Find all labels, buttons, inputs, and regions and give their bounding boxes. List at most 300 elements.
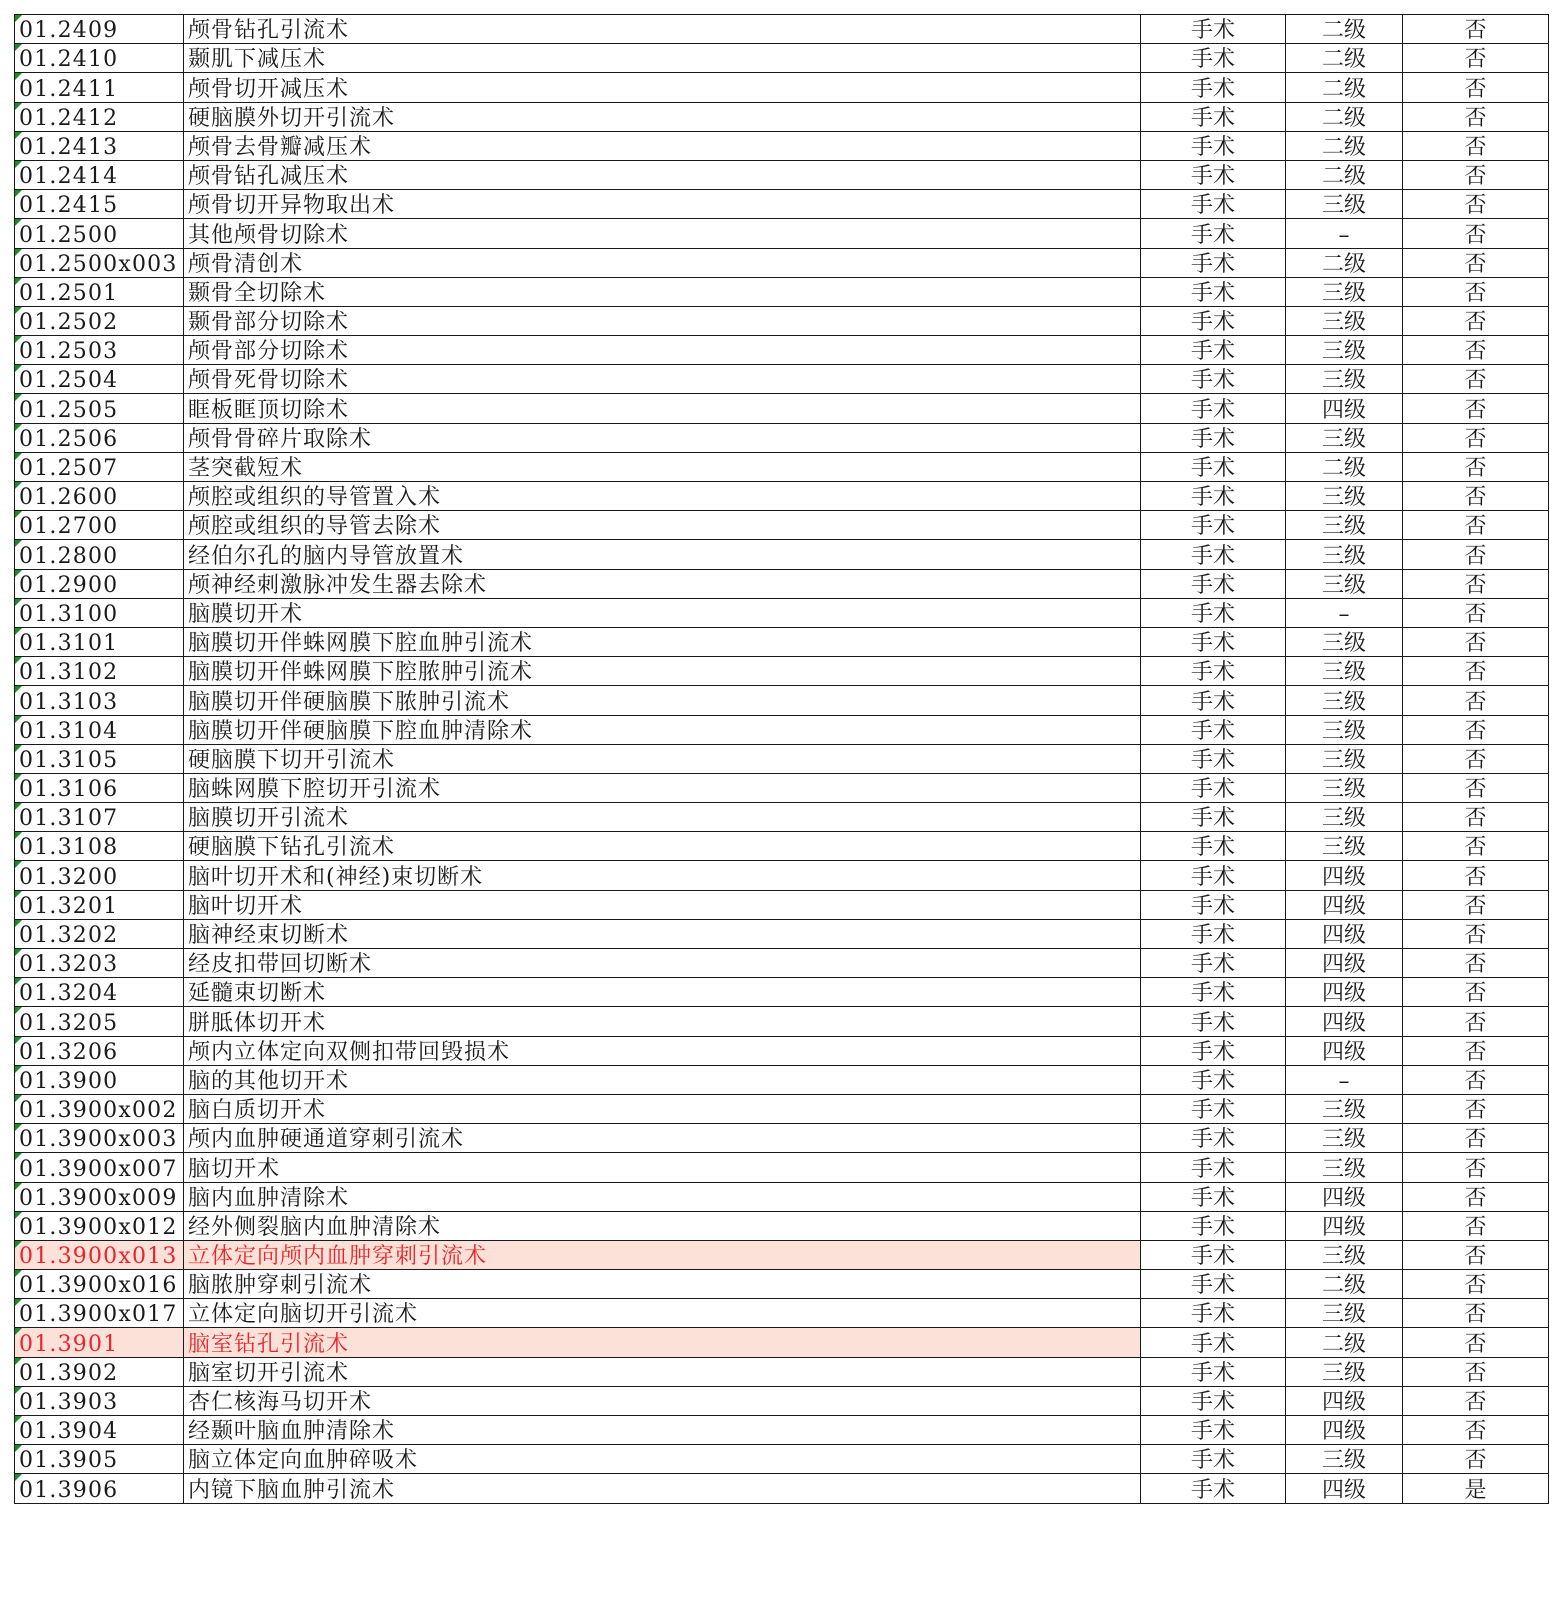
procedure-name-cell[interactable]: 脑叶切开术和(神经)束切断术 [184,861,1141,890]
table-row [15,102,1549,131]
category-cell[interactable]: 手术 [1141,598,1286,627]
procedure-name-cell[interactable]: 颞骨部分切除术 [184,306,1141,335]
procedure-name-cell[interactable]: 颅腔或组织的导管置入术 [184,482,1141,511]
table-row [15,306,1549,335]
table-row [15,248,1549,277]
procedure-code-cell[interactable]: 01.2413 [15,131,184,160]
flag-cell[interactable]: 否 [1403,598,1549,627]
procedure-name-cell[interactable]: 经外侧裂脑内血肿清除术 [184,1211,1141,1240]
level-cell[interactable]: 二级 [1286,15,1403,44]
procedure-name-cell[interactable]: 脑膜切开术 [184,598,1141,627]
procedure-name-cell[interactable]: 颅骨死骨切除术 [184,365,1141,394]
table-row [15,1065,1549,1094]
level-cell[interactable]: 三级 [1286,511,1403,540]
table-row [15,190,1549,219]
level-cell[interactable]: 二级 [1286,73,1403,102]
flag-cell[interactable]: 否 [1403,277,1549,306]
category-cell[interactable]: 手术 [1141,73,1286,102]
flag-cell[interactable]: 否 [1403,540,1549,569]
level-cell[interactable]: 三级 [1286,1299,1403,1328]
procedure-name-cell[interactable]: 立体定向脑切开引流术 [184,1299,1141,1328]
category-cell[interactable]: 手术 [1141,44,1286,73]
procedure-code-cell[interactable]: 01.3900x007 [15,1153,184,1182]
procedure-name-cell[interactable]: 硬脑膜外切开引流术 [184,102,1141,131]
table-row [15,569,1549,598]
table-row [15,832,1549,861]
table-row [15,1182,1549,1211]
level-cell[interactable]: 四级 [1286,1211,1403,1240]
flag-cell[interactable]: 否 [1403,102,1549,131]
procedure-name-cell[interactable]: 胼胝体切开术 [184,1007,1141,1036]
procedure-code-cell[interactable]: 01.2410 [15,44,184,73]
flag-cell[interactable]: 否 [1403,15,1549,44]
level-cell[interactable]: 三级 [1286,1153,1403,1182]
category-cell[interactable]: 手术 [1141,15,1286,44]
flag-cell[interactable]: 否 [1403,1386,1549,1415]
procedure-code-cell[interactable]: 01.2415 [15,190,184,219]
level-cell[interactable]: 四级 [1286,1007,1403,1036]
level-cell[interactable]: 三级 [1286,1357,1403,1386]
table-row [15,1240,1549,1269]
procedure-code-cell[interactable]: 01.3900x002 [15,1094,184,1123]
spreadsheet [14,14,1548,1504]
level-cell[interactable]: 三级 [1286,365,1403,394]
flag-cell[interactable]: 否 [1403,715,1549,744]
level-cell[interactable]: 二级 [1286,452,1403,481]
procedure-code-cell[interactable]: 01.2502 [15,306,184,335]
procedure-code-cell[interactable]: 01.2700 [15,511,184,540]
level-cell[interactable]: 三级 [1286,803,1403,832]
flag-cell[interactable]: 否 [1403,1328,1549,1357]
flag-cell[interactable]: 否 [1403,1240,1549,1269]
procedure-code-cell[interactable]: 01.2506 [15,423,184,452]
flag-cell[interactable]: 否 [1403,744,1549,773]
procedure-name-cell[interactable]: 颅骨骨碎片取除术 [184,423,1141,452]
procedure-code-cell[interactable]: 01.2500x003 [15,248,184,277]
category-cell[interactable]: 手术 [1141,1445,1286,1474]
flag-cell[interactable]: 否 [1403,627,1549,656]
flag-cell[interactable]: 否 [1403,657,1549,686]
procedure-code-cell[interactable]: 01.3107 [15,803,184,832]
procedure-code-cell[interactable]: 01.3100 [15,598,184,627]
category-cell[interactable]: 手术 [1141,1007,1286,1036]
procedure-name-cell[interactable]: 脑室钻孔引流术 [184,1328,1141,1357]
category-cell[interactable]: 手术 [1141,306,1286,335]
flag-cell[interactable]: 否 [1403,569,1549,598]
category-cell[interactable]: 手术 [1141,423,1286,452]
category-cell[interactable]: 手术 [1141,102,1286,131]
procedure-code-cell[interactable]: 01.3904 [15,1416,184,1445]
table-row [15,919,1549,948]
level-cell[interactable]: 四级 [1286,1036,1403,1065]
category-cell[interactable]: 手术 [1141,1124,1286,1153]
level-cell[interactable]: – [1286,219,1403,248]
flag-cell[interactable]: 否 [1403,832,1549,861]
category-cell[interactable]: 手术 [1141,1416,1286,1445]
procedure-code-cell[interactable]: 01.2507 [15,452,184,481]
table-body [15,15,1549,1504]
category-cell[interactable]: 手术 [1141,1386,1286,1415]
level-cell[interactable]: 二级 [1286,102,1403,131]
category-cell[interactable]: 手术 [1141,744,1286,773]
procedure-name-cell[interactable]: 脑立体定向血肿碎吸术 [184,1445,1141,1474]
procedure-code-cell[interactable]: 01.3201 [15,890,184,919]
level-cell[interactable]: 二级 [1286,1328,1403,1357]
procedure-name-cell[interactable]: 眶板眶顶切除术 [184,394,1141,423]
level-cell[interactable]: – [1286,598,1403,627]
procedure-name-cell[interactable]: 经伯尔孔的脑内导管放置术 [184,540,1141,569]
procedure-name-cell[interactable]: 颞肌下减压术 [184,44,1141,73]
procedure-name-cell[interactable]: 脑切开术 [184,1153,1141,1182]
procedure-code-cell[interactable]: 01.3900x003 [15,1124,184,1153]
procedure-name-cell[interactable]: 经皮扣带回切断术 [184,949,1141,978]
procedure-code-cell[interactable]: 01.2409 [15,15,184,44]
category-cell[interactable]: 手术 [1141,861,1286,890]
procedure-name-cell[interactable]: 脑的其他切开术 [184,1065,1141,1094]
category-cell[interactable]: 手术 [1141,452,1286,481]
flag-cell[interactable]: 否 [1403,1357,1549,1386]
procedure-name-cell[interactable]: 脑膜切开引流术 [184,803,1141,832]
flag-cell[interactable]: 否 [1403,1065,1549,1094]
procedure-code-cell[interactable]: 01.3103 [15,686,184,715]
level-cell[interactable]: 四级 [1286,1386,1403,1415]
procedure-code-cell[interactable]: 01.3903 [15,1386,184,1415]
level-cell[interactable]: 四级 [1286,1474,1403,1503]
flag-cell[interactable]: 否 [1403,365,1549,394]
level-cell[interactable]: 三级 [1286,306,1403,335]
flag-cell[interactable]: 否 [1403,219,1549,248]
procedure-name-cell[interactable]: 脑膜切开伴蛛网膜下腔血肿引流术 [184,627,1141,656]
procedure-name-cell[interactable]: 立体定向颅内血肿穿刺引流术 [184,1240,1141,1269]
table-row [15,1270,1549,1299]
category-cell[interactable]: 手术 [1141,832,1286,861]
table-row [15,744,1549,773]
flag-cell[interactable]: 否 [1403,919,1549,948]
flag-cell[interactable]: 否 [1403,511,1549,540]
procedure-name-cell[interactable]: 颅骨部分切除术 [184,336,1141,365]
flag-cell[interactable]: 否 [1403,686,1549,715]
procedure-name-cell[interactable]: 颅腔或组织的导管去除术 [184,511,1141,540]
table-row [15,219,1549,248]
level-cell[interactable]: 三级 [1286,744,1403,773]
flag-cell[interactable]: 否 [1403,1182,1549,1211]
table-row [15,1007,1549,1036]
table-row [15,73,1549,102]
flag-cell[interactable]: 否 [1403,190,1549,219]
procedure-name-cell[interactable]: 颅骨切开异物取出术 [184,190,1141,219]
procedure-code-cell[interactable]: 01.3902 [15,1357,184,1386]
procedure-name-cell[interactable]: 硬脑膜下切开引流术 [184,744,1141,773]
procedure-code-cell[interactable]: 01.3108 [15,832,184,861]
procedure-code-cell[interactable]: 01.3900x016 [15,1270,184,1299]
procedure-name-cell[interactable]: 杏仁核海马切开术 [184,1386,1141,1415]
procedure-code-cell[interactable]: 01.2900 [15,569,184,598]
procedure-name-cell[interactable]: 脑神经束切断术 [184,919,1141,948]
category-cell[interactable]: 手术 [1141,803,1286,832]
level-cell[interactable]: 三级 [1286,1445,1403,1474]
flag-cell[interactable]: 否 [1403,1270,1549,1299]
procedure-code-cell[interactable]: 01.3900 [15,1065,184,1094]
flag-cell[interactable]: 否 [1403,160,1549,189]
level-cell[interactable]: 四级 [1286,978,1403,1007]
procedure-name-cell[interactable]: 脑内血肿清除术 [184,1182,1141,1211]
flag-cell[interactable]: 否 [1403,1445,1549,1474]
procedure-code-cell[interactable]: 01.2600 [15,482,184,511]
category-cell[interactable]: 手术 [1141,1153,1286,1182]
category-cell[interactable]: 手术 [1141,1094,1286,1123]
procedure-name-cell[interactable]: 颅内立体定向双侧扣带回毁损术 [184,1036,1141,1065]
category-cell[interactable]: 手术 [1141,949,1286,978]
table-row [15,1094,1549,1123]
category-cell[interactable]: 手术 [1141,978,1286,1007]
level-cell[interactable]: 四级 [1286,1182,1403,1211]
table-row [15,160,1549,189]
category-cell[interactable]: 手术 [1141,890,1286,919]
procedure-code-cell[interactable]: 01.3906 [15,1474,184,1503]
category-cell[interactable]: 手术 [1141,773,1286,802]
category-cell[interactable]: 手术 [1141,540,1286,569]
procedure-name-cell[interactable]: 脑脓肿穿刺引流术 [184,1270,1141,1299]
flag-cell[interactable]: 否 [1403,73,1549,102]
category-cell[interactable]: 手术 [1141,686,1286,715]
procedure-name-cell[interactable]: 脑室切开引流术 [184,1357,1141,1386]
level-cell[interactable]: 二级 [1286,131,1403,160]
category-cell[interactable]: 手术 [1141,248,1286,277]
procedure-name-cell[interactable]: 脑蛛网膜下腔切开引流术 [184,773,1141,802]
category-cell[interactable]: 手术 [1141,1211,1286,1240]
flag-cell[interactable]: 否 [1403,1124,1549,1153]
category-cell[interactable]: 手术 [1141,1299,1286,1328]
level-cell[interactable]: 四级 [1286,394,1403,423]
table-row [15,861,1549,890]
table-row [15,1328,1549,1357]
procedure-code-cell[interactable]: 01.3205 [15,1007,184,1036]
flag-cell[interactable]: 否 [1403,803,1549,832]
level-cell[interactable]: 三级 [1286,1124,1403,1153]
table-row [15,1416,1549,1445]
level-cell[interactable]: 四级 [1286,919,1403,948]
category-cell[interactable]: 手术 [1141,1182,1286,1211]
category-cell[interactable]: 手术 [1141,627,1286,656]
procedure-code-cell[interactable]: 01.3900x009 [15,1182,184,1211]
procedure-code-cell[interactable]: 01.3202 [15,919,184,948]
flag-cell[interactable]: 否 [1403,394,1549,423]
procedure-name-cell[interactable]: 脑膜切开伴硬脑膜下腔血肿清除术 [184,715,1141,744]
level-cell[interactable]: 三级 [1286,686,1403,715]
procedure-code-cell[interactable]: 01.3102 [15,657,184,686]
procedure-code-cell[interactable]: 01.2503 [15,336,184,365]
level-cell[interactable]: 二级 [1286,1270,1403,1299]
table-row [15,394,1549,423]
procedure-name-cell[interactable]: 颞骨全切除术 [184,277,1141,306]
flag-cell[interactable]: 否 [1403,306,1549,335]
flag-cell[interactable]: 否 [1403,1094,1549,1123]
flag-cell[interactable]: 否 [1403,1153,1549,1182]
table-row [15,1211,1549,1240]
table-row [15,1386,1549,1415]
procedure-name-cell[interactable]: 经颞叶脑血肿清除术 [184,1416,1141,1445]
table-row [15,890,1549,919]
procedure-code-cell[interactable]: 01.3900x017 [15,1299,184,1328]
table-row [15,482,1549,511]
table-row [15,540,1549,569]
procedure-name-cell[interactable]: 延髓束切断术 [184,978,1141,1007]
procedure-code-cell[interactable]: 01.2500 [15,219,184,248]
procedure-name-cell[interactable]: 颅神经刺激脉冲发生器去除术 [184,569,1141,598]
table-row [15,978,1549,1007]
category-cell[interactable]: 手术 [1141,715,1286,744]
table-row [15,949,1549,978]
category-cell[interactable]: 手术 [1141,336,1286,365]
level-cell[interactable]: 三级 [1286,657,1403,686]
procedure-name-cell[interactable]: 脑膜切开伴硬脑膜下脓肿引流术 [184,686,1141,715]
table-row [15,365,1549,394]
level-cell[interactable]: 三级 [1286,1240,1403,1269]
procedure-code-cell[interactable]: 01.3106 [15,773,184,802]
table-row [15,423,1549,452]
category-cell[interactable]: 手术 [1141,1240,1286,1269]
level-cell[interactable]: 四级 [1286,890,1403,919]
procedure-code-cell[interactable]: 01.2505 [15,394,184,423]
level-cell[interactable]: 三级 [1286,832,1403,861]
procedure-code-cell[interactable]: 01.2504 [15,365,184,394]
level-cell[interactable]: 三级 [1286,1094,1403,1123]
procedure-code-cell[interactable]: 01.3200 [15,861,184,890]
category-cell[interactable]: 手术 [1141,1357,1286,1386]
flag-cell[interactable]: 否 [1403,44,1549,73]
category-cell[interactable]: 手术 [1141,190,1286,219]
procedure-name-cell[interactable]: 脑叶切开术 [184,890,1141,919]
procedure-code-cell[interactable]: 01.3203 [15,949,184,978]
procedure-name-cell[interactable]: 颅骨去骨瓣减压术 [184,131,1141,160]
procedure-code-cell[interactable]: 01.3900x013 [15,1240,184,1269]
flag-cell[interactable]: 否 [1403,1211,1549,1240]
level-cell[interactable]: 四级 [1286,1416,1403,1445]
procedure-code-cell[interactable]: 01.3900x012 [15,1211,184,1240]
flag-cell[interactable]: 否 [1403,248,1549,277]
procedure-code-cell[interactable]: 01.2800 [15,540,184,569]
procedure-name-cell[interactable]: 颅骨切开减压术 [184,73,1141,102]
procedure-code-cell[interactable]: 01.3206 [15,1036,184,1065]
procedure-name-cell[interactable]: 脑膜切开伴蛛网膜下腔脓肿引流术 [184,657,1141,686]
flag-cell[interactable]: 否 [1403,978,1549,1007]
table-row [15,1153,1549,1182]
level-cell[interactable]: 三级 [1286,773,1403,802]
level-cell[interactable]: 四级 [1286,949,1403,978]
category-cell[interactable]: 手术 [1141,219,1286,248]
level-cell[interactable]: 三级 [1286,190,1403,219]
procedure-name-cell[interactable]: 颅骨清创术 [184,248,1141,277]
procedure-code-cell[interactable]: 01.3901 [15,1328,184,1357]
procedure-code-cell[interactable]: 01.2411 [15,73,184,102]
table-row [15,1357,1549,1386]
flag-cell[interactable]: 否 [1403,773,1549,802]
table-row [15,627,1549,656]
procedure-code-cell[interactable]: 01.2501 [15,277,184,306]
category-cell[interactable]: 手术 [1141,482,1286,511]
flag-cell[interactable]: 否 [1403,1036,1549,1065]
level-cell[interactable]: 三级 [1286,277,1403,306]
level-cell[interactable]: 二级 [1286,44,1403,73]
category-cell[interactable]: 手术 [1141,365,1286,394]
flag-cell[interactable]: 是 [1403,1474,1549,1503]
table-row [15,131,1549,160]
flag-cell[interactable]: 否 [1403,1416,1549,1445]
flag-cell[interactable]: 否 [1403,482,1549,511]
category-cell[interactable]: 手术 [1141,1270,1286,1299]
level-cell[interactable]: 三级 [1286,540,1403,569]
procedure-name-cell[interactable]: 其他颅骨切除术 [184,219,1141,248]
level-cell[interactable]: 二级 [1286,248,1403,277]
procedure-code-cell[interactable]: 01.2412 [15,102,184,131]
flag-cell[interactable]: 否 [1403,1007,1549,1036]
level-cell[interactable]: 四级 [1286,861,1403,890]
table-row [15,452,1549,481]
table-row [15,277,1549,306]
table-row [15,511,1549,540]
category-cell[interactable]: 手术 [1141,569,1286,598]
category-cell[interactable]: 手术 [1141,657,1286,686]
flag-cell[interactable]: 否 [1403,949,1549,978]
category-cell[interactable]: 手术 [1141,1036,1286,1065]
category-cell[interactable]: 手术 [1141,394,1286,423]
procedure-code-cell[interactable]: 01.3905 [15,1445,184,1474]
level-cell[interactable]: 三级 [1286,627,1403,656]
table-row [15,598,1549,627]
category-cell[interactable]: 手术 [1141,160,1286,189]
level-cell[interactable]: 三级 [1286,336,1403,365]
procedure-name-cell[interactable]: 内镜下脑血肿引流术 [184,1474,1141,1503]
category-cell[interactable]: 手术 [1141,511,1286,540]
table-row [15,1474,1549,1503]
procedure-name-cell[interactable]: 硬脑膜下钻孔引流术 [184,832,1141,861]
procedure-code-cell[interactable]: 01.2414 [15,160,184,189]
level-cell[interactable]: – [1286,1065,1403,1094]
table-row [15,1124,1549,1153]
flag-cell[interactable]: 否 [1403,861,1549,890]
level-cell[interactable]: 三级 [1286,569,1403,598]
flag-cell[interactable]: 否 [1403,336,1549,365]
procedure-name-cell[interactable]: 茎突截短术 [184,452,1141,481]
table-row [15,657,1549,686]
procedure-code-cell[interactable]: 01.3105 [15,744,184,773]
procedure-name-cell[interactable]: 颅内血肿硬通道穿刺引流术 [184,1124,1141,1153]
table-row [15,803,1549,832]
level-cell[interactable]: 三级 [1286,423,1403,452]
category-cell[interactable]: 手术 [1141,131,1286,160]
level-cell[interactable]: 二级 [1286,160,1403,189]
procedure-table [14,14,1549,1504]
category-cell[interactable]: 手术 [1141,1474,1286,1503]
level-cell[interactable]: 三级 [1286,715,1403,744]
procedure-name-cell[interactable]: 颅骨钻孔引流术 [184,15,1141,44]
category-cell[interactable]: 手术 [1141,277,1286,306]
flag-cell[interactable]: 否 [1403,1299,1549,1328]
procedure-code-cell[interactable]: 01.3104 [15,715,184,744]
category-cell[interactable]: 手术 [1141,1065,1286,1094]
level-cell[interactable]: 三级 [1286,482,1403,511]
procedure-code-cell[interactable]: 01.3101 [15,627,184,656]
procedure-name-cell[interactable]: 颅骨钻孔减压术 [184,160,1141,189]
procedure-code-cell[interactable]: 01.3204 [15,978,184,1007]
procedure-name-cell[interactable]: 脑白质切开术 [184,1094,1141,1123]
flag-cell[interactable]: 否 [1403,890,1549,919]
flag-cell[interactable]: 否 [1403,452,1549,481]
category-cell[interactable]: 手术 [1141,919,1286,948]
flag-cell[interactable]: 否 [1403,131,1549,160]
flag-cell[interactable]: 否 [1403,423,1549,452]
category-cell[interactable]: 手术 [1141,1328,1286,1357]
